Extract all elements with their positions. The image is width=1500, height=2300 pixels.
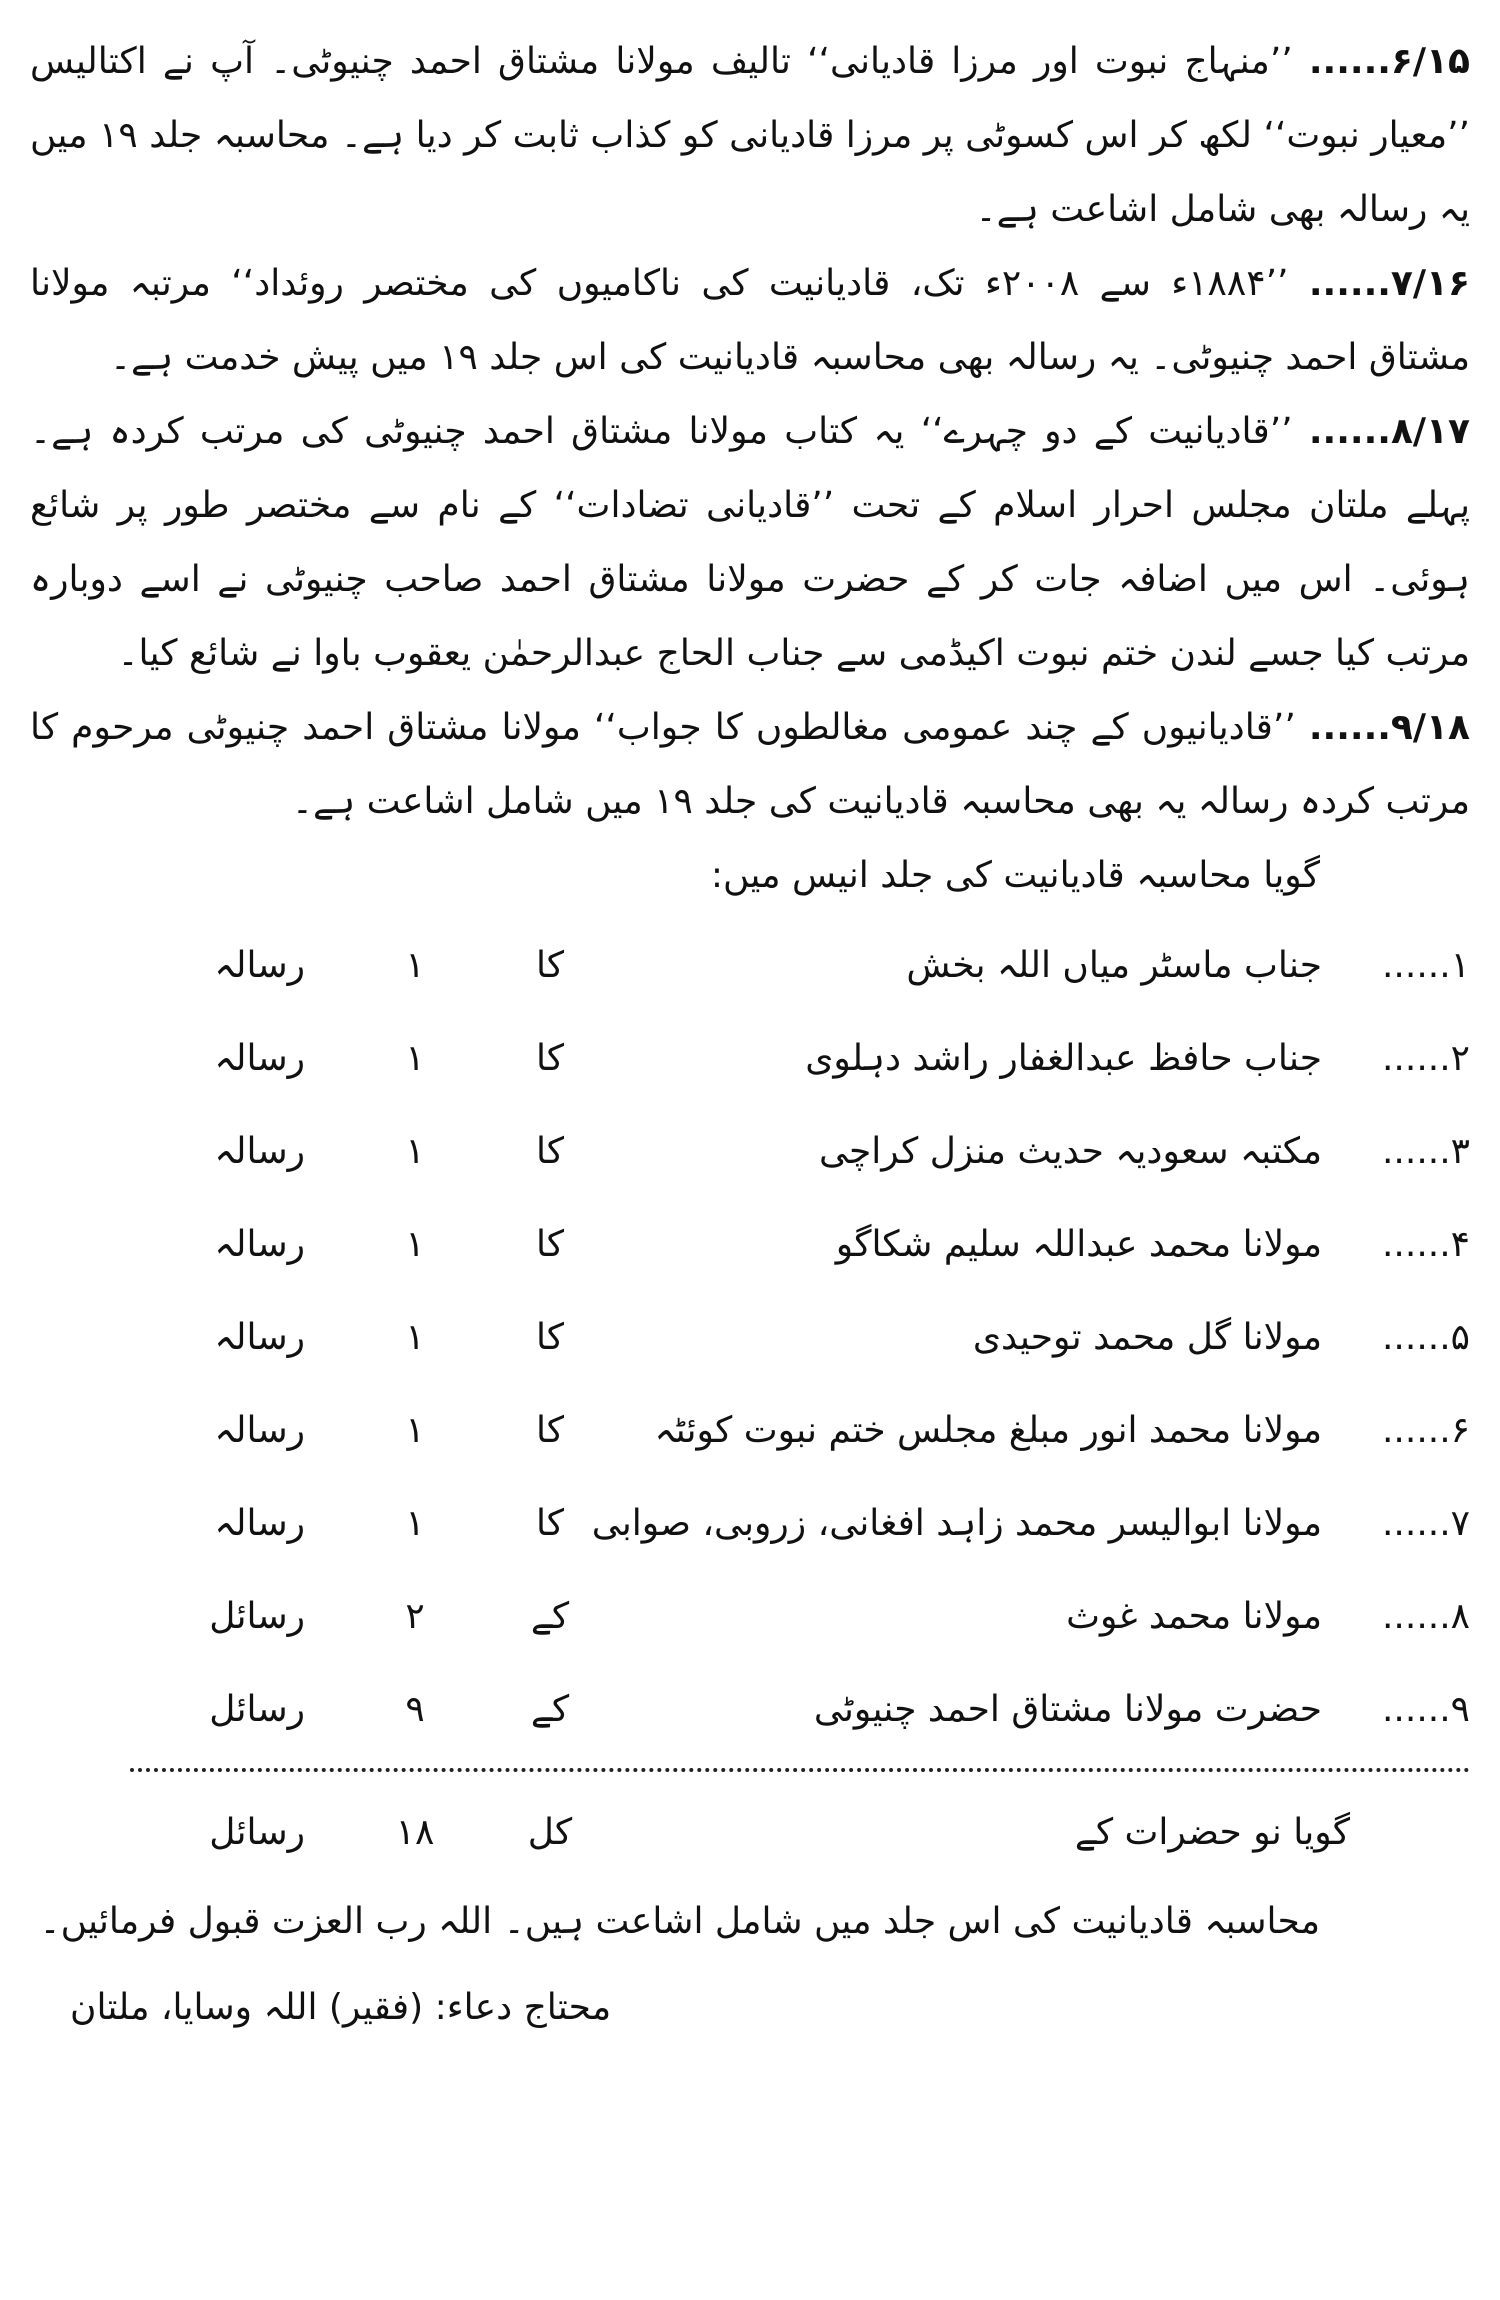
item-unit: رسالہ [214,1131,305,1172]
item-number: ۵...... [1381,1317,1470,1358]
paragraph-17 [30,395,1470,691]
paragraph-text: ’’قادیانیوں کے چند عمومی مغالطوں کا جواب‘‘ مولانا مشتاق احمد چنیوٹی مرحوم کا مرتب کردہ رسالہ یہ بھی محاسبہ قادیانیت کی جلد ۱۹ میں شامل اشاعت ہے۔ [30,707,1470,822]
item-unit: رسالہ [214,1410,305,1451]
list-item [30,919,1470,1012]
item-of: کا [535,1038,565,1079]
item-of: کا [535,1131,565,1172]
item-count: ۱ [405,1503,425,1544]
item-of: کا [535,1317,565,1358]
item-name: مکتبہ سعودیہ حدیث منزل کراچی [819,1131,1322,1172]
list-item [30,1663,1470,1756]
item-count: ۱ [405,1131,425,1172]
item-number: ۶...... [1381,1410,1470,1451]
item-of: کا [535,1503,565,1544]
item-count: ۱ [405,1038,425,1079]
item-number: ۲...... [1381,1038,1470,1079]
signature: محتاج دعاء: (فقیر) اللہ وسایا، ملتان [70,1987,612,2028]
paragraph-number: ۷/۱۶...... [1308,263,1470,304]
item-number: ۱...... [1381,945,1470,986]
item-unit: رسائل [209,1596,305,1637]
item-unit: رسالہ [214,945,305,986]
dotted-divider [130,1768,1470,1772]
item-unit: رسالہ [214,1038,305,1079]
item-count: ۲ [405,1596,425,1637]
item-count: ۱ [405,1224,425,1265]
list-item [30,1384,1470,1477]
item-count: ۹ [405,1689,425,1730]
list-item [30,1477,1470,1570]
item-name: مولانا محمد عبداللہ سلیم شکاگو [835,1224,1322,1265]
item-of: کا [535,945,565,986]
paragraph-number: ۹/۱۸...... [1308,707,1470,748]
item-of: کے [530,1689,570,1730]
total-row [30,1786,1470,1879]
total-of: کل [527,1812,573,1853]
item-name: مولانا ابوالیسر محمد زاہد افغانی، زروبی، صوابی [591,1503,1322,1544]
item-name: جناب ماسٹر میاں اللہ بخش [906,945,1322,986]
total-count: ۱۸ [395,1812,435,1853]
paragraph-18 [30,691,1470,839]
item-number: ۴...... [1381,1224,1470,1265]
item-unit: رسالہ [214,1317,305,1358]
item-unit: رسالہ [214,1224,305,1265]
document-page [30,25,1470,2275]
paragraph-16 [30,247,1470,395]
item-name: حضرت مولانا مشتاق احمد چنیوٹی [813,1689,1322,1730]
list-item [30,1291,1470,1384]
item-number: ۷...... [1381,1503,1470,1544]
item-count: ۱ [405,1410,425,1451]
list-item [30,1198,1470,1291]
item-number: ۳...... [1381,1131,1470,1172]
list-item [30,1105,1470,1198]
total-unit: رسائل [209,1812,305,1853]
paragraph-text: ’’قادیانیت کے دو چہرے‘‘ یہ کتاب مولانا مشتاق احمد چنیوٹی کی مرتب کردہ ہے۔ پہلے ملتان مجلس احرار اسلام کے تحت ’’قادیانی تضادات‘‘ کے نام سے مختصر طور پر شائع ہوئی۔ اس میں اضافہ جات کر کے حضرت مولانا مشتاق احمد صاحب چنیوٹی نے اسے دوبارہ مرتب کیا جسے لندن ختم نبوت اکیڈمی سے جناب الحاج عبدالرحمٰن یعقوب باوا نے شائع کیا۔ [30,411,1470,674]
closing-text: محاسبہ قادیانیت کی اس جلد میں شامل اشاعت ہیں۔ اللہ رب العزت قبول فرمائیں۔ [39,1901,1320,1942]
item-number: ۸...... [1381,1596,1470,1637]
paragraph-text: ’’۱۸۸۴ء سے ۲۰۰۸ء تک، قادیانیت کی ناکامیوں کی مختصر روئداد‘‘ مرتبہ مولانا مشتاق احمد چنیوٹی۔ یہ رسالہ بھی محاسبہ قادیانیت کی اس جلد ۱۹ میں پیش خدمت ہے۔ [30,263,1470,378]
item-unit: رسائل [209,1689,305,1730]
item-name: جناب حافظ عبدالغفار راشد دہلوی [805,1038,1322,1079]
total-label: گویا نو حضرات کے [1074,1812,1350,1853]
item-count: ۱ [405,1317,425,1358]
paragraph-text: ’’منہاج نبوت اور مرزا قادیانی‘‘ تالیف مولانا مشتاق احمد چنیوٹی۔ آپ نے اکتالیس ’’معیار نبوت‘‘ لکھ کر اس کسوٹی پر مرزا قادیانی کو کذاب ثابت کر دیا ہے۔ محاسبہ جلد ۱۹ میں یہ رسالہ بھی شامل اشاعت ہے۔ [30,41,1470,230]
paragraph-number: ۸/۱۷...... [1308,411,1471,452]
list-item [30,1012,1470,1105]
item-name: مولانا محمد غوث [1066,1596,1322,1637]
list-item [30,1570,1470,1663]
contributors-list [30,919,1470,1756]
item-of: کا [535,1410,565,1451]
item-number: ۹...... [1381,1689,1470,1730]
item-of: کا [535,1224,565,1265]
list-intro: گویا محاسبہ قادیانیت کی جلد انیس میں: [710,855,1320,896]
paragraph-number: ۶/۱۵...... [1308,41,1470,82]
item-name: مولانا گل محمد توحیدی [972,1317,1322,1358]
item-unit: رسالہ [214,1503,305,1544]
item-name: مولانا محمد انور مبلغ مجلس ختم نبوت کوئٹہ [654,1410,1322,1451]
item-of: کے [530,1596,570,1637]
item-count: ۱ [405,945,425,986]
paragraph-15 [30,25,1470,247]
